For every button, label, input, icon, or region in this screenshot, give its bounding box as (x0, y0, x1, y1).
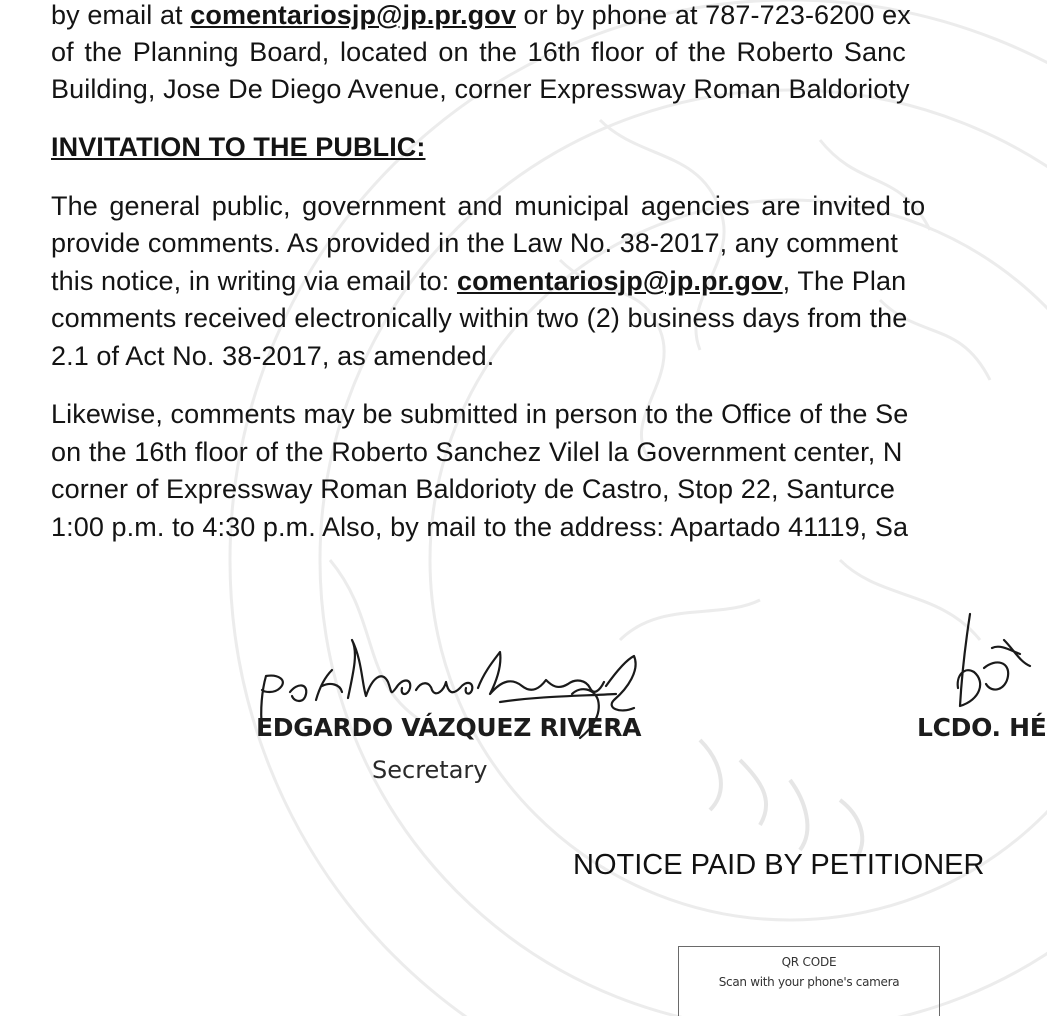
contact-line-1 (51, 0, 911, 31)
qr-code-box (678, 946, 940, 1016)
qr-code-title: QR CODE (781, 955, 837, 969)
signatory-name-left: EDGARDO VÁZQUEZ RIVERA (256, 713, 642, 742)
paragraph-1-line-1: The general public, government and municipal agencies are invited to (51, 191, 926, 221)
paragraph-1-line-2: provide comments. As provided in the Law No. 38-2017, any comment (51, 228, 898, 258)
handwritten-signature-right (940, 610, 1030, 720)
paragraph-2-line-3: corner of Expressway Roman Baldorioty de Castro, Stop 22, Santurce (51, 474, 896, 504)
contact-line-2: of the Planning Board, located on the 16th floor of the Roberto Sanc (51, 37, 906, 67)
paragraph-2-line-2: on the 16th floor of the Roberto Sanchez Vilel la Government center, N (51, 437, 903, 467)
signatory-name-right: LCDO. HÉ (917, 713, 1047, 742)
contact-line-3: Building, Jose De Diego Avenue, corner Expressway Roman Baldorioty (51, 74, 910, 104)
paragraph-1-line-3-rest: , The Plan (782, 266, 907, 296)
contact-line-1-phone: or by phone at 787-723-6200 ex (515, 0, 911, 30)
invitation-heading: INVITATION TO THE PUBLIC: (51, 132, 426, 162)
paragraph-1-line-3-text: this notice, in writing via email to: (51, 266, 457, 296)
paragraph-1-line-3 (51, 266, 906, 297)
contact-line-1-text: by email at (51, 0, 191, 30)
contact-email-link[interactable]: comentariosjp@jp.pr.gov (190, 0, 516, 30)
notice-paid-by-petitioner: NOTICE PAID BY PETITIONER (573, 849, 985, 881)
paragraph-1-line-5: 2.1 of Act No. 38-2017, as amended. (51, 341, 495, 371)
paragraph-2-line-1: Likewise, comments may be submitted in person to the Office of the Se (51, 399, 909, 429)
paragraph-1-line-4: comments received electronically within two (2) business days from the (51, 303, 908, 333)
signatory-title-left: Secretary (372, 756, 488, 784)
paragraph-2-line-4: 1:00 p.m. to 4:30 p.m. Also, by mail to the address: Apartado 41119, Sa (51, 512, 909, 542)
comments-email-link[interactable]: comentariosjp@jp.pr.gov (456, 266, 783, 296)
qr-code-subtitle: Scan with your phone's camera (718, 975, 900, 989)
